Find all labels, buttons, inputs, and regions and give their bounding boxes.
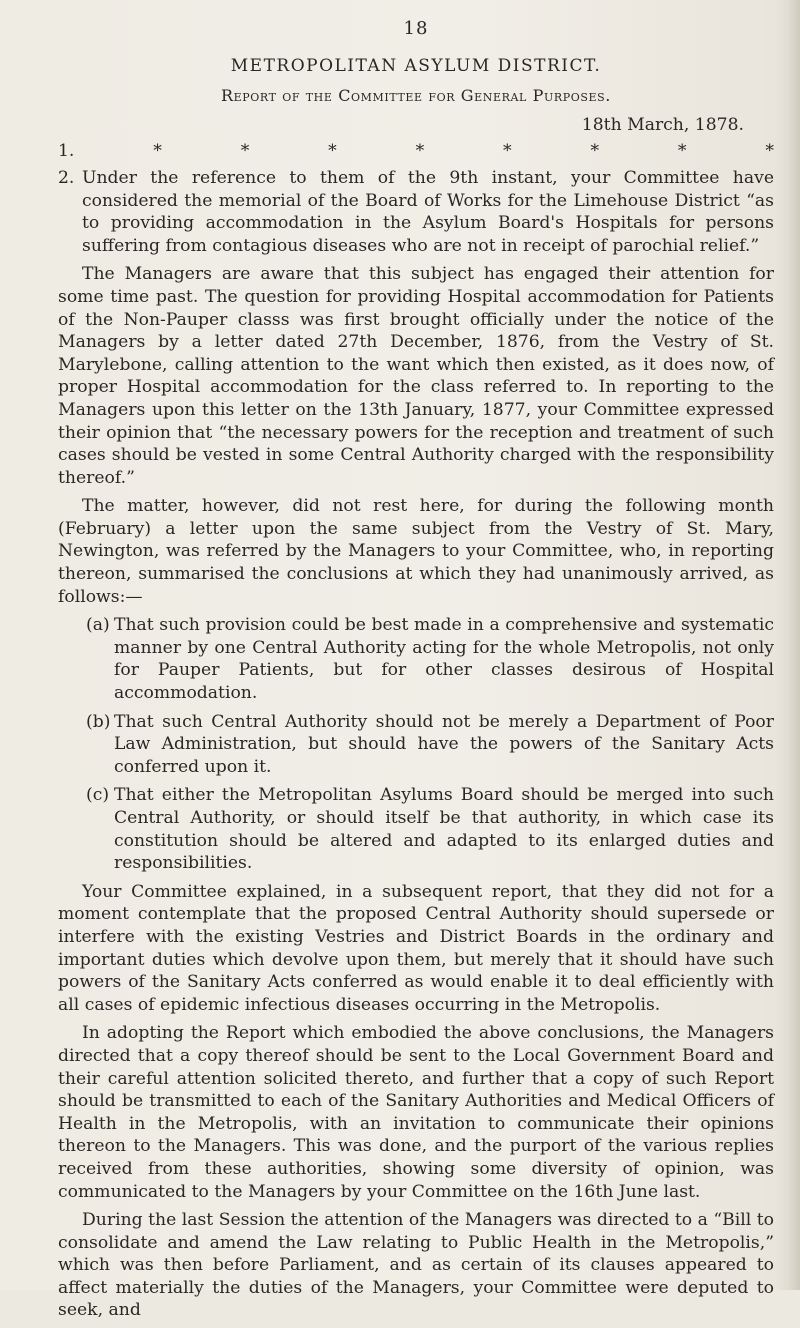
document-body <box>58 18 774 1328</box>
item-number: 2. <box>58 167 75 188</box>
document-title: METROPOLITAN ASYLUM DISTRICT. <box>230 55 602 76</box>
paragraph: The Managers are aware that this subject has engaged their attention for some time past. The question for providing Hospital accommodation for Patients of the Non-Pauper classs was first brought officially under the notice of the Managers by a letter dated 27th December, 1876, from the Vestry of St. Marylebone, calling attention to the want which then existed, as it does now, of proper Hospital accommodation for the class referred to. In reporting to the Managers upon this letter on the 13th January, 1877, your Committee expressed their opinion that “the necessary powers for the reception and treatment of such cases should be vested in some Central Authority charged with the responsibility thereof.” <box>58 264 774 488</box>
paragraph: The matter, however, did not rest here, for during the following month (February) a letter upon the same subject from the Vestry of St. Mary, Newington, was referred by the Managers to your Committee, who, in reporting thereon, summarised the conclusions at which they had unanimously arrived, as follows:— <box>58 496 774 607</box>
conclusion-text: That either the Metropolitan Asylums Board should be merged into such Central Authority, or should itself be that authority, in which case its constitution should be altered and adapted to its enlarged duties and responsibilities. <box>114 785 774 874</box>
paragraph: Your Committee explained, in a subsequent report, that they did not for a moment contemplate that the proposed Central Authority should supersede or interfere with the existing Vestries and District Boards in the ordinary and important duties which devolve upon them, but merely that it should have such powers of the Sanitary Acts conferred as would enable it to deal efficiently with all cases of epidemic infectious diseases occurring in the Metropolis. <box>58 881 774 1015</box>
numbered-item-2 <box>58 167 774 257</box>
conclusion-label: (c) <box>86 785 110 806</box>
item-text: Under the reference to them of the 9th instant, your Committee have considered the memorial of the Board of Works for the Limehouse District “as to providing accommodation in the Asylum Board's Hospitals for persons suffering from contagious diseases who are not in receipt of parochial relief.” <box>82 167 774 256</box>
asterisk: * <box>503 141 512 162</box>
conclusion-text: That such Central Authority should not be merely a Department of Poor Law Administration, but should have the powers of the Sanitary Acts conferred upon it. <box>114 711 774 777</box>
conclusion-label: (a) <box>86 615 110 636</box>
conclusion-label: (b) <box>86 711 111 732</box>
paragraph: During the last Session the attention of the Managers was directed to a “Bill to consolidate and amend the Law relating to Public Health in the Metropolis,” which was then before Parliament, and as certain of its clauses appeared to affect materially the duties of the Managers, your Committee were deputed to seek, and <box>58 1210 774 1321</box>
asterisk: * <box>240 141 250 162</box>
asterisk: * <box>415 141 425 162</box>
asterisk: * <box>328 141 337 162</box>
paragraph: In adopting the Report which embodied the above conclusions, the Managers directed that a copy thereof should be sent to the Local Government Board and their careful attention solicited thereto, and further that a copy of such Report should be transmitted to each of the Sanitary Authorities and Medical Officers of Health in the Metropolis, with an invitation to communicate their opinions thereon to the Managers. This was done, and the purport of the various replies received from these authorities, showing some diversity of opinion, was communicated to the Managers by your Committee on the 16th June last. <box>58 1023 774 1202</box>
report-subtitle: Report of the Committee for General Purposes. <box>221 86 611 106</box>
section-number: 1. <box>58 141 75 162</box>
page-edge <box>786 0 800 1290</box>
report-date: 18th March, 1878. <box>581 114 744 135</box>
conclusion-b <box>58 711 774 779</box>
omitted-section-marks <box>58 140 774 163</box>
conclusion-c <box>58 784 774 874</box>
asterisk: * <box>153 141 162 162</box>
asterisk: * <box>765 141 774 162</box>
conclusion-text: That such provision could be best made in a comprehensive and systematic manner by one Central Authority acting for the whole Metropolis, not only for Pauper Patients, but for other classes desirous of Hospital accommodation. <box>114 615 774 704</box>
conclusion-a <box>58 614 774 704</box>
asterisk: * <box>590 141 600 162</box>
page-number: 18 <box>403 18 429 39</box>
asterisk: * <box>677 141 687 162</box>
